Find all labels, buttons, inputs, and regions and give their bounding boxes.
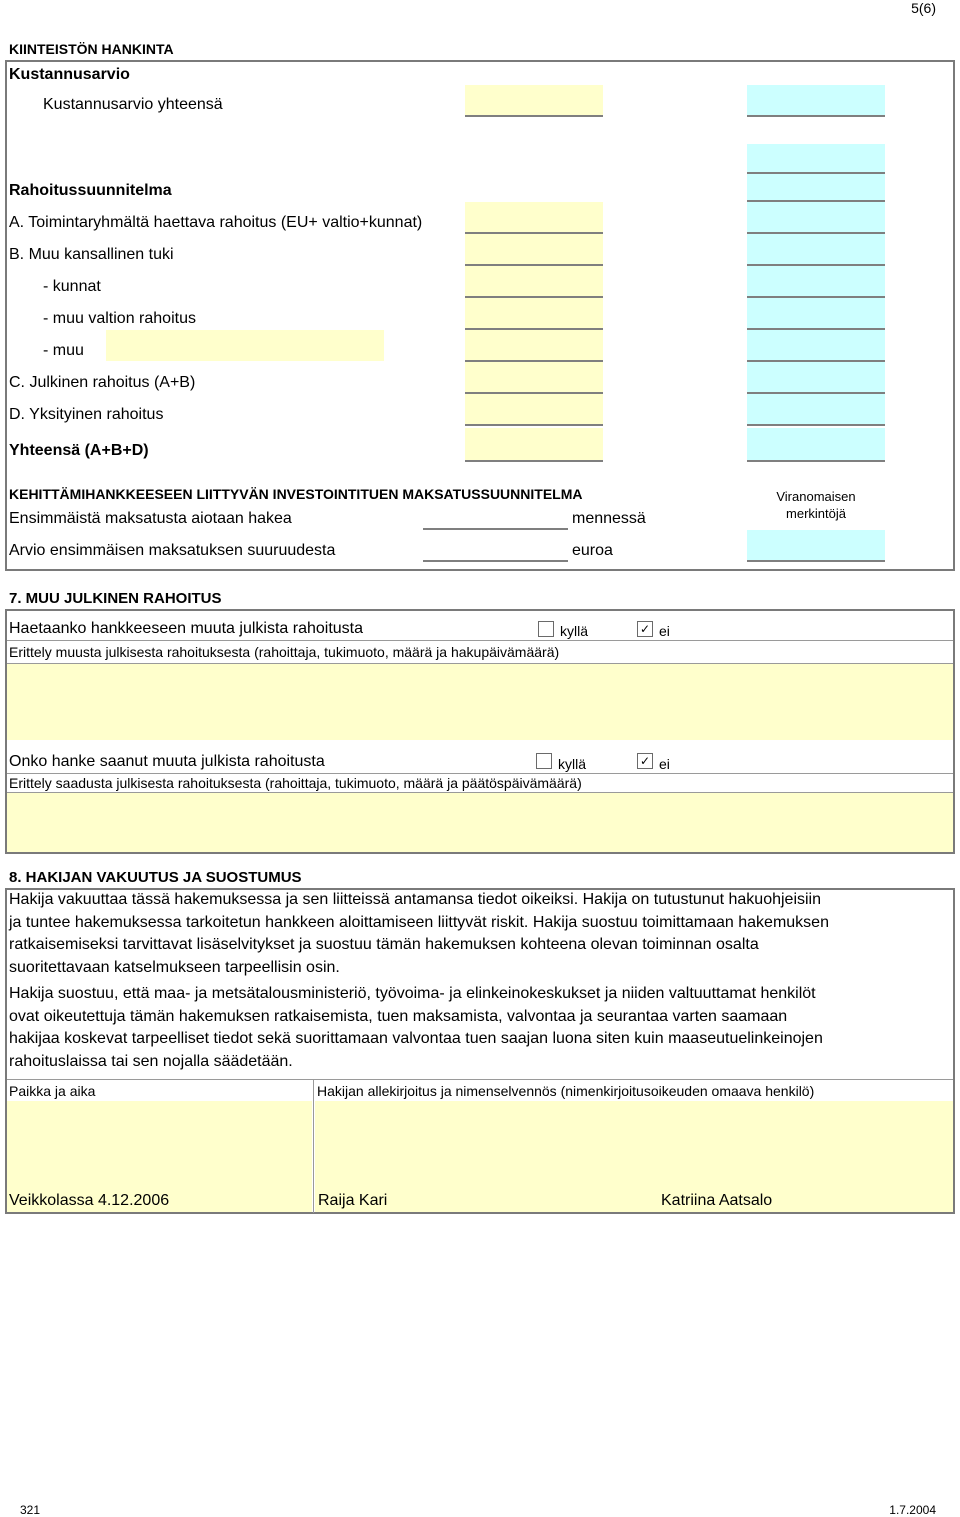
authority-field-b[interactable]	[747, 234, 885, 266]
authority-field-total[interactable]	[747, 428, 885, 462]
cost-estimate-title: Kustannusarvio	[9, 66, 130, 83]
first-payment-amount-field[interactable]	[423, 536, 568, 562]
amount-field-b[interactable]	[465, 234, 603, 266]
q1-detail-label: Erittely muusta julkisesta rahoituksesta (rahoittaja, tukimuoto, määrä ja hakupäivämäärä)	[9, 644, 560, 660]
declaration-line: Hakija vakuuttaa tässä hakemuksessa ja sen liitteissä antamansa tiedot oikeiksi. Hakija on tutustunut hakuohjeisiin	[9, 891, 821, 908]
amount-field-b3[interactable]	[465, 330, 603, 362]
financing-row-a: A. Toimintaryhmältä haettava rahoitus (EU+ valtio+kunnat)	[9, 214, 423, 231]
amount-label: Arvio ensimmäisen maksatuksen suuruudesta	[9, 542, 336, 559]
authority-field-b1[interactable]	[747, 266, 885, 298]
signer-name-2: Katriina Aatsalo	[661, 1192, 773, 1209]
authority-notes-line1: Viranomaisen	[776, 489, 856, 504]
signer-name-1: Raija Kari	[318, 1192, 388, 1209]
financing-row-b2: - muu valtion rahoitus	[43, 310, 196, 327]
cost-total-field[interactable]	[465, 85, 603, 117]
amount-field-d[interactable]	[465, 394, 603, 426]
section-title: KIINTEISTÖN HANKINTA	[9, 41, 174, 57]
authority-field-c[interactable]	[747, 362, 885, 394]
q2-yes-checkbox[interactable]	[536, 753, 552, 769]
amount-field-a[interactable]	[465, 202, 603, 234]
declaration-line: ja tuntee hakemuksessa tarkoitetun hankkeen aloittamiseen liittyvät riskit. Hakija suostuu toimittamaan hakemuksen	[9, 913, 829, 931]
declaration-line: ovat oikeutettuja tämän hakemuksen ratkaisemista, tuen maksamista, valvontaa ja seurantaa varten saamaan	[9, 1007, 788, 1025]
authority-field-b3[interactable]	[747, 330, 885, 362]
declaration-paragraph-2	[9, 983, 949, 1073]
q1-no-label: ei	[659, 623, 670, 639]
page-number: 5(6)	[911, 0, 936, 16]
authority-payment-field[interactable]	[747, 530, 885, 562]
declaration-line: Hakija suostuu, että maa- ja metsätalousministeriö, työvoima- ja elinkeinokeskukset ja niiden valtuuttamat henkilöt	[9, 985, 816, 1002]
place-date-value: Veikkolassa 4.12.2006	[9, 1192, 170, 1209]
declaration-line: ratkaisemiseksi tarvittavat lisäselvitykset ja suostuu tämän hakemuksen kohteena olevan toiminnan osalta	[9, 936, 759, 953]
declaration-line: suoritettavaan katselmukseen tarpeellisin osin.	[9, 958, 340, 976]
form-number: 321	[20, 1503, 41, 1517]
amount-field-b1[interactable]	[465, 266, 603, 298]
q1-detail-field[interactable]	[7, 664, 953, 740]
divider	[7, 773, 953, 774]
authority-notes-line2: merkintöjä	[786, 506, 846, 521]
financing-title: Rahoitussuunnitelma	[9, 182, 172, 199]
amount-suffix: euroa	[572, 542, 613, 559]
q1-label: Haetaanko hankkeeseen muuta julkista rahoitusta	[9, 620, 363, 637]
declaration-line: rahoituslaissa tai sen nojalla säädetään.	[9, 1052, 293, 1070]
section7-title: 7. MUU JULKINEN RAHOITUS	[9, 590, 222, 607]
amount-field-total[interactable]	[465, 428, 603, 462]
q2-label: Onko hanke saanut muuta julkista rahoitusta	[9, 753, 325, 770]
cost-total-authority-field[interactable]	[747, 85, 885, 117]
declaration-line: hakijaa koskevat tarpeelliset tiedot sekä suorittamaan valvontaa tuen saajan luona siten kuin maaseutuelinkeinojen	[9, 1030, 823, 1047]
first-payment-label: Ensimmäistä maksatusta aiotaan hakea	[9, 510, 292, 527]
q1-yes-checkbox[interactable]	[538, 621, 554, 637]
financing-row-c: C. Julkinen rahoitus (A+B)	[9, 374, 196, 391]
form-date: 1.7.2004	[889, 1503, 936, 1517]
q2-yes-label: kyllä	[558, 756, 587, 772]
q2-no-label: ei	[659, 756, 670, 772]
first-payment-date-field[interactable]	[423, 504, 568, 530]
authority-field-2[interactable]	[747, 174, 885, 202]
divider	[7, 640, 953, 641]
payment-plan-title: KEHITTÄMIHANKKEESEEN LIITTYVÄN INVESTOINTITUEN MAKSATUSSUUNNITELMA	[9, 486, 583, 502]
financing-row-b1: - kunnat	[43, 278, 101, 295]
first-payment-suffix: mennessä	[572, 510, 646, 527]
q1-no-checkbox[interactable]: ✓	[637, 621, 653, 637]
authority-field-1[interactable]	[747, 144, 885, 174]
financing-row-b: B. Muu kansallinen tuki	[9, 246, 174, 263]
amount-field-b2[interactable]	[465, 298, 603, 330]
signature-label: Hakijan allekirjoitus ja nimenselvennös (nimenkirjoitusoikeuden omaava henkilö)	[317, 1083, 815, 1099]
q2-no-checkbox[interactable]: ✓	[637, 753, 653, 769]
authority-notes-label	[747, 488, 885, 522]
authority-field-b2[interactable]	[747, 298, 885, 330]
amount-field-c[interactable]	[465, 362, 603, 394]
divider	[313, 1079, 314, 1213]
q2-detail-field[interactable]	[7, 793, 953, 852]
q1-yes-label: kyllä	[560, 623, 589, 639]
divider	[7, 1079, 953, 1080]
financing-row-total: Yhteensä (A+B+D)	[9, 442, 149, 459]
authority-field-a[interactable]	[747, 202, 885, 234]
authority-field-d[interactable]	[747, 394, 885, 426]
financing-row-b3: - muu	[43, 342, 84, 359]
financing-row-d: D. Yksityinen rahoitus	[9, 406, 164, 423]
section8-title: 8. HAKIJAN VAKUUTUS JA SUOSTUMUS	[9, 869, 302, 886]
cost-total-label: Kustannusarvio yhteensä	[43, 96, 223, 113]
place-label: Paikka ja aika	[9, 1083, 96, 1099]
q2-detail-label: Erittely saadusta julkisesta rahoituksesta (rahoittaja, tukimuoto, määrä ja päätöspäivämäärä)	[9, 775, 582, 791]
declaration-paragraph-1	[9, 889, 949, 979]
other-funding-description-field[interactable]	[106, 330, 384, 361]
signature-field[interactable]	[315, 1101, 953, 1212]
